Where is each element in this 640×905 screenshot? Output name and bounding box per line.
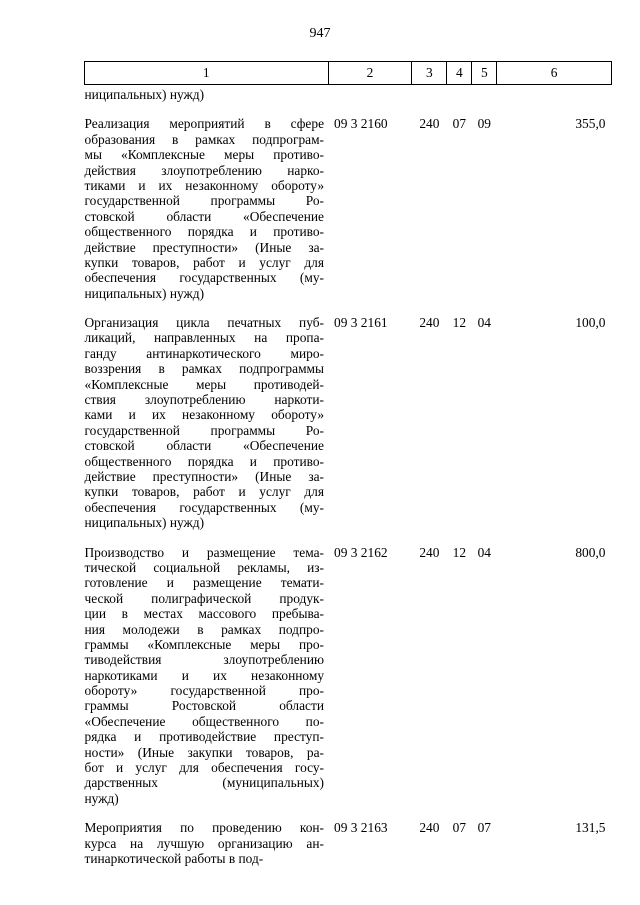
row-description [85,102,329,301]
description-line: Реализация мероприятий в сфере [84,116,325,132]
description-line: бот и услуг для обеспечения госу- [84,760,325,776]
header-cell-6: 6 [497,62,612,85]
amount: 355,0 [575,116,606,132]
header-cell-4: 4 [447,62,472,85]
description-line: тиводействия злоупотреблению [84,652,325,668]
amount: 800,0 [575,544,606,560]
description-line: «Комплексные меры противодей- [84,376,325,392]
description-line: готовление и размещение темати- [84,575,325,591]
description-line: ции в местах массового пребыва- [84,606,325,622]
amount: 131,5 [575,820,606,836]
subsection-code: 04 [477,315,491,331]
section-code: 07 [452,116,467,132]
section-code: 12 [452,315,467,331]
description-line: воззрения в рамках подпрограммы [84,361,325,377]
description-line: мы «Комплексные меры противо- [84,147,325,163]
table-row [85,806,612,866]
expense-type-code: 240 [419,315,440,331]
description-line: ниципальных) нужд) [84,515,205,531]
row-description [85,301,329,530]
table-row [85,531,612,807]
description-line: ганду антинаркотического миро- [84,345,325,361]
budget-table [84,61,612,866]
expense-type-code: 240 [419,820,440,836]
description-line: стовской области «Обеспечение [84,208,325,224]
target-article-code: 09 3 2162 [334,544,388,560]
subsection-code: 07 [477,820,491,836]
description-line: ния молодежи в рамках подпро- [84,621,325,637]
expense-type-code: 240 [419,116,440,132]
description-line: тиками и их незаконному обороту» [84,177,325,193]
page-number: 947 [309,26,331,41]
description-line: дарственных (муниципальных) [84,775,325,791]
description-line: ческой полиграфической продук- [84,590,325,606]
description-line: обеспечения государственных (му- [84,270,325,286]
header-cell-2: 2 [328,62,412,85]
description-line: «Обеспечение общественного по- [84,713,325,729]
row-description [85,806,329,866]
description-line: ками и их незаконному обороту» [84,407,325,423]
header-cell-1: 1 [85,62,329,85]
description-line: купки товаров, работ и услуг для [84,254,325,270]
description-line: стовской области «Обеспечение [84,438,325,454]
description-line: обороту» государственной про- [84,683,325,699]
description-line: граммы Ростовской области [84,698,325,714]
description-line: ликаций, направленных на пропа- [84,330,325,346]
row-description [85,531,329,807]
continuation-line: ниципальных) нужд) [84,87,205,102]
description-line: действие преступности» (Иные за- [84,468,325,484]
section-code: 12 [452,544,467,560]
description-line: купки товаров, работ и услуг для [84,484,325,500]
description-line: нужд) [84,790,119,806]
section-code: 07 [452,820,467,836]
table-header-row [85,62,612,85]
description-line: ствия злоупотреблению наркоти- [84,392,325,408]
description-line: граммы «Комплексные меры про- [84,636,325,652]
description-line: Мероприятия по проведению кон- [84,820,325,836]
description-line: тической социальной рекламы, из- [84,559,325,575]
description-line: курса на лучшую организацию ан- [84,835,325,851]
description-line: обеспечения государственных (му- [84,499,325,515]
subsection-code: 04 [477,544,491,560]
continuation-text [85,85,329,103]
subsection-code: 09 [477,116,491,132]
table-row [85,102,612,301]
expense-type-code: 240 [419,544,440,560]
target-article-code: 09 3 2161 [334,315,388,331]
header-cell-3: 3 [412,62,447,85]
description-line: государственной программы Ро- [84,193,325,209]
table-row [85,301,612,530]
description-line: ности» (Иные закупки товаров, ра- [84,744,325,760]
description-line: тинаркотической работы в под- [84,850,264,866]
description-line: действия злоупотреблению нарко- [84,162,325,178]
description-line: общественного порядка и противо- [84,224,325,240]
description-line: образования в рамках подпрограм- [84,131,325,147]
description-line: Производство и размещение тема- [84,544,325,560]
description-line: рядка и противодействие преступ- [84,729,325,745]
header-cell-5: 5 [472,62,497,85]
target-article-code: 09 3 2163 [334,820,388,836]
description-line: действие преступности» (Иные за- [84,239,325,255]
target-article-code: 09 3 2160 [334,116,388,132]
description-line: государственной программы Ро- [84,422,325,438]
description-line: общественного порядка и противо- [84,453,325,469]
amount: 100,0 [575,315,606,331]
description-line: Организация цикла печатных пуб- [84,315,325,331]
description-line: наркотиками и их незаконному [84,667,325,683]
description-line: ниципальных) нужд) [84,285,205,301]
continuation-row [85,85,612,103]
